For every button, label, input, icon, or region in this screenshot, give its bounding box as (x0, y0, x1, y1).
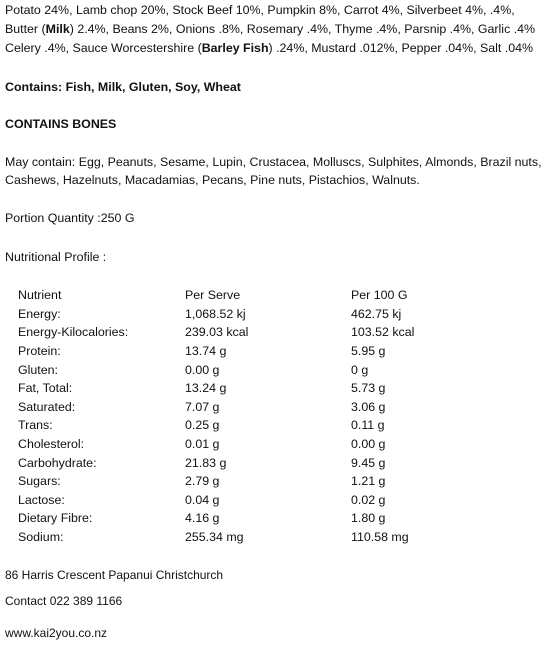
per-serve-value: Per Serve (185, 288, 241, 303)
per-100g-value: 1.80 g (351, 511, 386, 526)
table-row (18, 305, 471, 324)
per-serve-value: 2.79 g (185, 474, 220, 489)
table-row (18, 323, 471, 342)
allergen-barley-fish: Barley Fish (201, 41, 269, 55)
allergen-milk: Milk (45, 22, 70, 36)
table-row (18, 342, 471, 361)
may-contain: May contain: Egg, Peanuts, Sesame, Lupin, Crustacea, Molluscs, Sulphites, Almonds, Brazil nuts, Cashews, Hazelnuts, Macadamias, Pecans, Pine nuts, Pistachios, Walnuts. (5, 155, 542, 187)
ingredients-text: Celery .4%, Sauce Worcestershire ( (5, 41, 202, 55)
ingredients-text: Butter ( (5, 22, 46, 36)
nutrient-name: Nutrient (18, 288, 62, 303)
per-serve-value: 7.07 g (185, 399, 220, 414)
nutrient-name: Lactose: (18, 492, 65, 507)
table-header-row (18, 286, 471, 305)
table-row (18, 528, 471, 547)
per-serve-value: 0.25 g (185, 418, 220, 433)
per-serve-value: 13.24 g (185, 381, 227, 396)
per-100g-value: Per 100 G (351, 288, 408, 303)
nutrient-name: Carbohydrate: (18, 455, 97, 470)
per-100g-value: 0.00 g (351, 437, 386, 452)
nutrient-name: Sodium: (18, 530, 64, 545)
per-100g-value: 5.95 g (351, 344, 386, 359)
table-row (18, 472, 471, 491)
table-row (18, 491, 471, 510)
per-serve-value: 13.74 g (185, 344, 227, 359)
nutrient-name: Cholesterol: (18, 437, 85, 452)
per-100g-value: 110.58 mg (351, 530, 409, 545)
ingredients-line-3 (5, 41, 533, 55)
per-100g-value: 462.75 kj (351, 306, 402, 321)
table-row (18, 416, 471, 435)
table-row (18, 379, 471, 398)
contact-phone: Contact 022 389 1166 (5, 594, 123, 608)
per-serve-value: 0.04 g (185, 492, 220, 507)
nutrient-name: Sugars: (18, 474, 61, 489)
ingredients-line-2 (5, 22, 535, 36)
nutritional-profile-title: Nutritional Profile : (5, 250, 107, 264)
per-100g-value: 5.73 g (351, 381, 386, 396)
per-100g-value: 0 g (351, 362, 369, 377)
nutrient-name: Fat, Total: (18, 381, 73, 396)
nutrient-name: Saturated: (18, 399, 76, 414)
per-100g-value: 9.45 g (351, 455, 386, 470)
per-100g-value: 1.21 g (351, 474, 386, 489)
per-serve-value: 239.03 kcal (185, 325, 249, 340)
per-serve-value: 255.34 mg (185, 530, 244, 545)
nutrient-name: Dietary Fibre: (18, 511, 93, 526)
per-100g-value: 0.11 g (351, 418, 385, 433)
nutrient-name: Gluten: (18, 362, 58, 377)
ingredients-line-1: Potato 24%, Lamb chop 20%, Stock Beef 10%, Pumpkin 8%, Carrot 4%, Silverbeet 4%, .4%, (5, 3, 515, 17)
nutrition-table (18, 286, 471, 546)
portion-quantity: Portion Quantity :250 G (5, 211, 135, 225)
per-serve-value: 0.01 g (185, 437, 220, 452)
per-100g-value: 0.02 g (351, 492, 386, 507)
table-row (18, 398, 471, 417)
ingredients-text: ) 2.4%, Beans 2%, Onions .8%, Rosemary .4%, Thyme .4%, Parsnip .4%, Garlic .4% (69, 22, 536, 36)
nutrient-name: Energy: (18, 306, 61, 321)
contains-bones: CONTAINS BONES (5, 117, 117, 131)
address: 86 Harris Crescent Papanui Christchurch (5, 568, 224, 582)
per-serve-value: 0.00 g (185, 362, 220, 377)
table-row (18, 360, 471, 379)
per-100g-value: 3.06 g (351, 399, 386, 414)
contains-allergens: Contains: Fish, Milk, Gluten, Soy, Wheat (5, 80, 241, 94)
nutrient-name: Trans: (18, 418, 53, 433)
table-row (18, 453, 471, 472)
per-100g-value: 103.52 kcal (351, 325, 415, 340)
nutrient-name: Energy-Kilocalories: (18, 325, 129, 340)
per-serve-value: 1,068.52 kj (185, 306, 246, 321)
table-row (18, 435, 471, 454)
table-row (18, 509, 471, 528)
nutrient-name: Protein: (18, 344, 61, 359)
per-serve-value: 21.83 g (185, 455, 227, 470)
per-serve-value: 4.16 g (185, 511, 220, 526)
ingredients-text: ) .24%, Mustard .012%, Pepper .04%, Salt .04% (268, 41, 534, 55)
website-link[interactable]: www.kai2you.co.nz (5, 626, 108, 640)
